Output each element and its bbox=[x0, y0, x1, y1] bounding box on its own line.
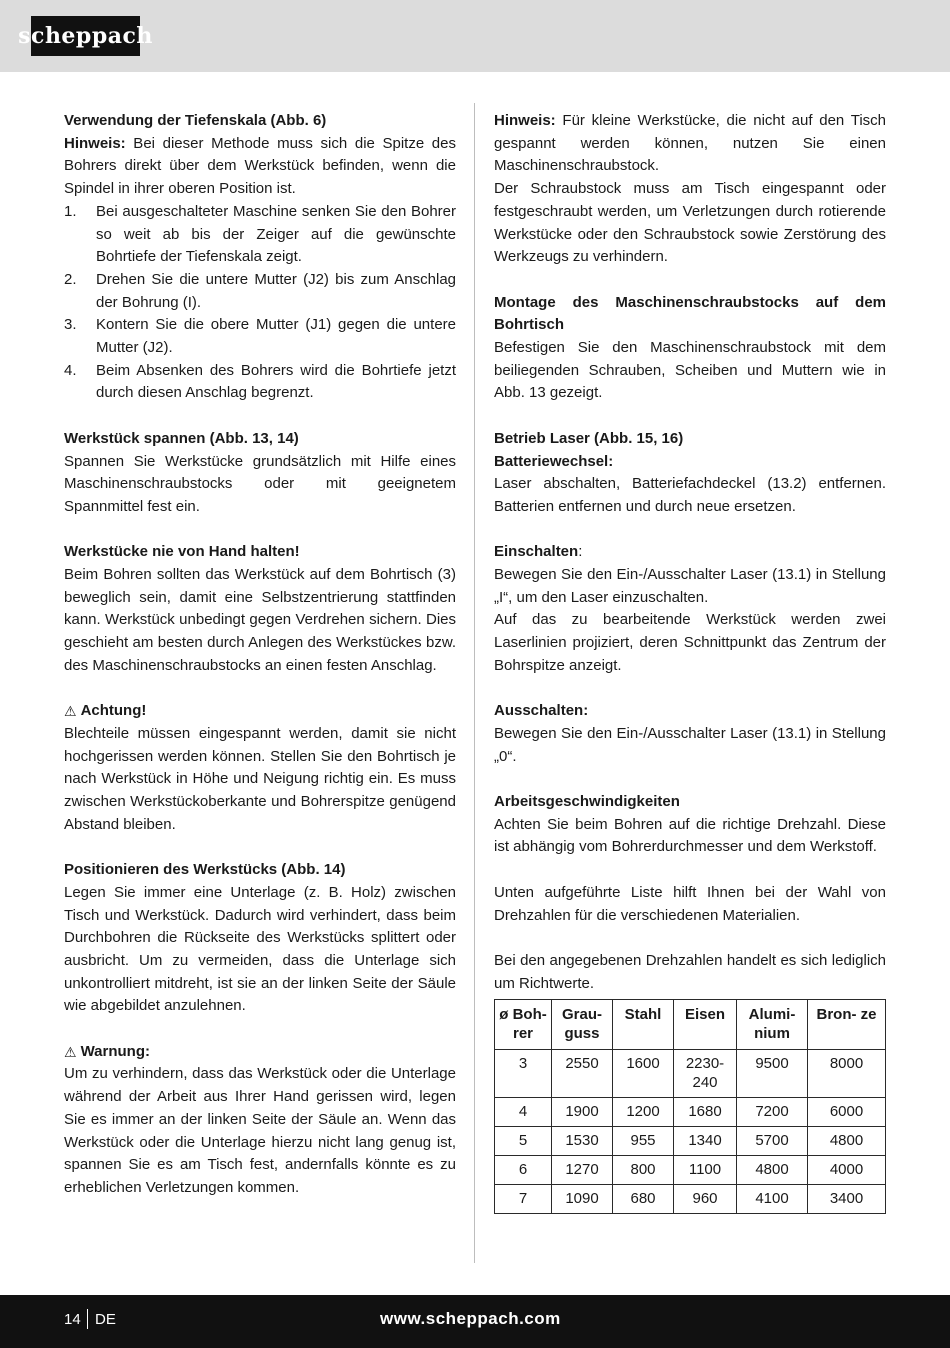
table-cell: 4800 bbox=[808, 1127, 886, 1156]
table-cell: 1680 bbox=[674, 1098, 737, 1127]
left-column bbox=[64, 110, 456, 1222]
list-item bbox=[64, 360, 456, 405]
section-title: Ausschalten: bbox=[494, 702, 589, 720]
header-band bbox=[0, 0, 950, 72]
footer-separator bbox=[87, 1309, 88, 1329]
warning-triangle-icon: ⚠ bbox=[64, 703, 77, 720]
table-cell: 2550 bbox=[552, 1050, 613, 1098]
table-cell: 4 bbox=[495, 1098, 552, 1127]
table-row bbox=[495, 1185, 886, 1214]
section-text: Blechteile müssen eingespannt werden, damit sie nicht hochgerissen werden können. Stellen Sie den Bohrtisch je nach Werkstück in Höhe und Neigung richtig ein. Es muss zwischen Werkstückoberkante und Bohrerspitze genügend Abstand bleiben. bbox=[64, 724, 456, 833]
section-einschalten bbox=[494, 541, 886, 677]
list-item bbox=[64, 201, 456, 269]
table-row bbox=[495, 1098, 886, 1127]
table-cell: 960 bbox=[674, 1185, 737, 1214]
table-header-cell: Grau- guss bbox=[552, 1000, 613, 1050]
section-title-line bbox=[494, 541, 886, 564]
table-cell: 2230- 240 bbox=[674, 1050, 737, 1098]
table-cell: 4800 bbox=[737, 1156, 808, 1185]
section-title: Arbeitsgeschwindigkeiten bbox=[494, 793, 680, 811]
step-number: 1. bbox=[64, 202, 77, 220]
list-item bbox=[64, 314, 456, 359]
step-text: Bei ausgeschalteter Maschine senken Sie den Bohrer so weit ab bis der Zeiger auf die gewünschte Bohrtiefe der Tiefenskala zeigt. bbox=[96, 202, 456, 266]
table-header-cell: ø Boh- rer bbox=[495, 1000, 552, 1050]
table-cell: 8000 bbox=[808, 1050, 886, 1098]
warning-heading bbox=[64, 1041, 456, 1064]
table-header-cell: Eisen bbox=[674, 1000, 737, 1050]
step-number: 3. bbox=[64, 316, 77, 334]
section-title: Werkstück spannen (Abb. 13, 14) bbox=[64, 429, 299, 447]
section-title: Warnung: bbox=[80, 1042, 150, 1060]
table-cell: 680 bbox=[613, 1185, 674, 1214]
hint-label: Hinweis: bbox=[64, 134, 126, 152]
website-link[interactable]: www.scheppach.com bbox=[380, 1309, 561, 1328]
section-text: Bei den angegebenen Drehzahlen handelt es sich lediglich um Richtwerte. bbox=[494, 951, 886, 992]
section-montage bbox=[494, 292, 886, 406]
table-cell: 1270 bbox=[552, 1156, 613, 1185]
table-row bbox=[495, 1127, 886, 1156]
step-number: 4. bbox=[64, 361, 77, 379]
table-cell: 1600 bbox=[613, 1050, 674, 1098]
table-cell: 4100 bbox=[737, 1185, 808, 1214]
table-header-cell: Bron- ze bbox=[808, 1000, 886, 1050]
section-title: Positionieren des Werkstücks (Abb. 14) bbox=[64, 861, 346, 879]
table-cell: 1900 bbox=[552, 1098, 613, 1127]
section-laser bbox=[494, 428, 886, 519]
speed-table bbox=[494, 999, 886, 1214]
table-row bbox=[495, 1050, 886, 1098]
section-spannen bbox=[64, 428, 456, 519]
section-text: Legen Sie immer eine Unterlage (z. B. Holz) zwischen Tisch und Werkstück. Dadurch wird verhindert, dass beim Durchbohren die Rückseite des Werkstücks splittert oder ausbricht. Um zu vermeiden, dass die Unterlage sich unkontrolliert mitdreht, ist sie an der linken Seite der Säule wie abgebildet anzulehnen. bbox=[64, 883, 456, 1015]
table-header-cell: Stahl bbox=[613, 1000, 674, 1050]
section-nie-von-hand bbox=[64, 541, 456, 677]
table-cell: 5700 bbox=[737, 1127, 808, 1156]
section-ausschalten bbox=[494, 700, 886, 768]
table-cell: 1100 bbox=[674, 1156, 737, 1185]
section-text: Um zu verhindern, dass das Werkstück oder die Unterlage während der Arbeit aus Ihrer Hand gerissen wird, legen Sie es immer an der linken Seite der Säule an. Wenn das Werkstück oder die Unterlage hierzu nicht lang genug ist, spannen Sie es am Tisch fest, andernfalls könnte es zu erheblichen Verletzungen kommen. bbox=[64, 1065, 456, 1196]
section-achtung bbox=[64, 700, 456, 836]
section-title: Verwendung der Tiefenskala (Abb. 6) bbox=[64, 112, 327, 129]
scheppach-logo: scheppach bbox=[31, 16, 140, 56]
step-number: 2. bbox=[64, 270, 77, 288]
hint-paragraph bbox=[494, 110, 886, 178]
section-geschwindigkeiten bbox=[494, 791, 886, 859]
section-warnung bbox=[64, 1041, 456, 1200]
section-title: Montage des Maschinenschraubstocks auf dem Bohrtisch bbox=[494, 293, 886, 334]
section-subtitle: Batteriewechsel: bbox=[494, 452, 614, 470]
section-text: Befestigen Sie den Maschinenschraubstock mit dem beiliegenden Schrauben, Scheiben und Muttern wie in Abb. 13 gezeigt. bbox=[494, 339, 886, 402]
step-text: Kontern Sie die obere Mutter (J1) gegen die untere Mutter (J2). bbox=[96, 316, 456, 357]
section-richtwerte bbox=[494, 950, 886, 1214]
column-divider bbox=[474, 103, 475, 1263]
footer-band bbox=[0, 1295, 950, 1348]
section-text: Auf das zu bearbeitende Werkstück werden zwei Laserlinien projiziert, deren Schnittpunkt das Zentrum der Bohrspitze anzeigt. bbox=[494, 611, 886, 674]
table-header-cell: Alumi- nium bbox=[737, 1000, 808, 1050]
section-positionieren bbox=[64, 859, 456, 1018]
table-row bbox=[495, 1156, 886, 1185]
hint-label: Hinweis: bbox=[494, 112, 556, 129]
section-text: Laser abschalten, Batteriefachdeckel (13.2) entfernen. Batterien entfernen und durch neue ersetzen. bbox=[494, 475, 886, 515]
section-title: Achtung! bbox=[80, 702, 147, 720]
table-cell: 3 bbox=[495, 1050, 552, 1098]
section-title: Einschalten bbox=[494, 543, 579, 561]
section-text: Bewegen Sie den Ein-/Ausschalter Laser (13.1) in Stellung „I“, um den Laser einzuschalten. bbox=[494, 566, 886, 606]
table-cell: 9500 bbox=[737, 1050, 808, 1098]
hint-text: Bei dieser Methode muss sich die Spitze des Bohrers direkt über dem Werkstück befinden, wenn die Spindel in ihrer oberen Position ist. bbox=[64, 134, 456, 198]
table-cell: 1530 bbox=[552, 1127, 613, 1156]
step-text: Beim Absenken des Bohrers wird die Bohrtiefe jetzt durch diesen Anschlag begrenzt. bbox=[96, 361, 456, 402]
table-cell: 7200 bbox=[737, 1098, 808, 1127]
hint-text: Für kleine Werkstücke, die nicht auf den Tisch gespannt werden können, nutzen Sie einen Maschinenschraubstock. bbox=[494, 112, 886, 175]
hint-paragraph bbox=[64, 133, 456, 201]
table-cell: 1340 bbox=[674, 1127, 737, 1156]
table-cell: 955 bbox=[613, 1127, 674, 1156]
section-title: Werkstücke nie von Hand halten! bbox=[64, 543, 300, 561]
table-cell: 6000 bbox=[808, 1098, 886, 1127]
table-cell: 800 bbox=[613, 1156, 674, 1185]
table-cell: 1200 bbox=[613, 1098, 674, 1127]
table-cell: 3400 bbox=[808, 1185, 886, 1214]
section-text: Achten Sie beim Bohren auf die richtige Drehzahl. Diese ist abhängig vom Bohrerdurchmesser und dem Werkstoff. bbox=[494, 815, 886, 856]
section-text: Der Schraubstock muss am Tisch eingespannt oder festgeschraubt werden, um Verletzungen durch rotierende Werkstücke oder den Schraubstock sowie Zerstörung des Werkzeugs zu verhindern. bbox=[494, 180, 886, 266]
section-text: Bewegen Sie den Ein-/Ausschalter Laser (13.1) in Stellung „0“. bbox=[494, 724, 886, 765]
table-cell: 7 bbox=[495, 1185, 552, 1214]
page-number: 14 bbox=[64, 1311, 81, 1328]
section-liste bbox=[494, 882, 886, 927]
title-colon: : bbox=[578, 543, 583, 561]
table-cell: 5 bbox=[495, 1127, 552, 1156]
section-text: Spannen Sie Werkstücke grundsätzlich mit Hilfe eines Maschinenschraubstocks oder mit geeignetem Spannmittel fest ein. bbox=[64, 452, 456, 515]
table-cell: 1090 bbox=[552, 1185, 613, 1214]
section-tiefenskala bbox=[64, 110, 456, 405]
right-column bbox=[494, 110, 886, 1214]
section-hinweis bbox=[494, 110, 886, 269]
section-text: Unten aufgeführte Liste hilft Ihnen bei der Wahl von Drehzahlen für die verschiedenen Materialien. bbox=[494, 883, 886, 924]
warning-triangle-icon: ⚠ bbox=[64, 1043, 77, 1060]
table-cell: 6 bbox=[495, 1156, 552, 1185]
list-item bbox=[64, 269, 456, 314]
step-text: Drehen Sie die untere Mutter (J2) bis zum Anschlag der Bohrung (I). bbox=[96, 270, 456, 311]
table-header-row bbox=[495, 1000, 886, 1050]
section-text: Beim Bohren sollten das Werkstück auf dem Bohrtisch (3) beweglich sein, damit eine Selbstzentrierung stattfinden kann. Werkstück unbedingt gegen Verdrehen sichern. Dies geschieht am besten durch Anlegen des Werkstückes bzw. des Maschinenschraubstocks an einen festen Anschlag. bbox=[64, 566, 456, 674]
section-title: Betrieb Laser (Abb. 15, 16) bbox=[494, 429, 684, 447]
steps-list bbox=[64, 201, 456, 405]
warning-heading bbox=[64, 700, 456, 723]
table-cell: 4000 bbox=[808, 1156, 886, 1185]
language-code: DE bbox=[95, 1311, 116, 1328]
